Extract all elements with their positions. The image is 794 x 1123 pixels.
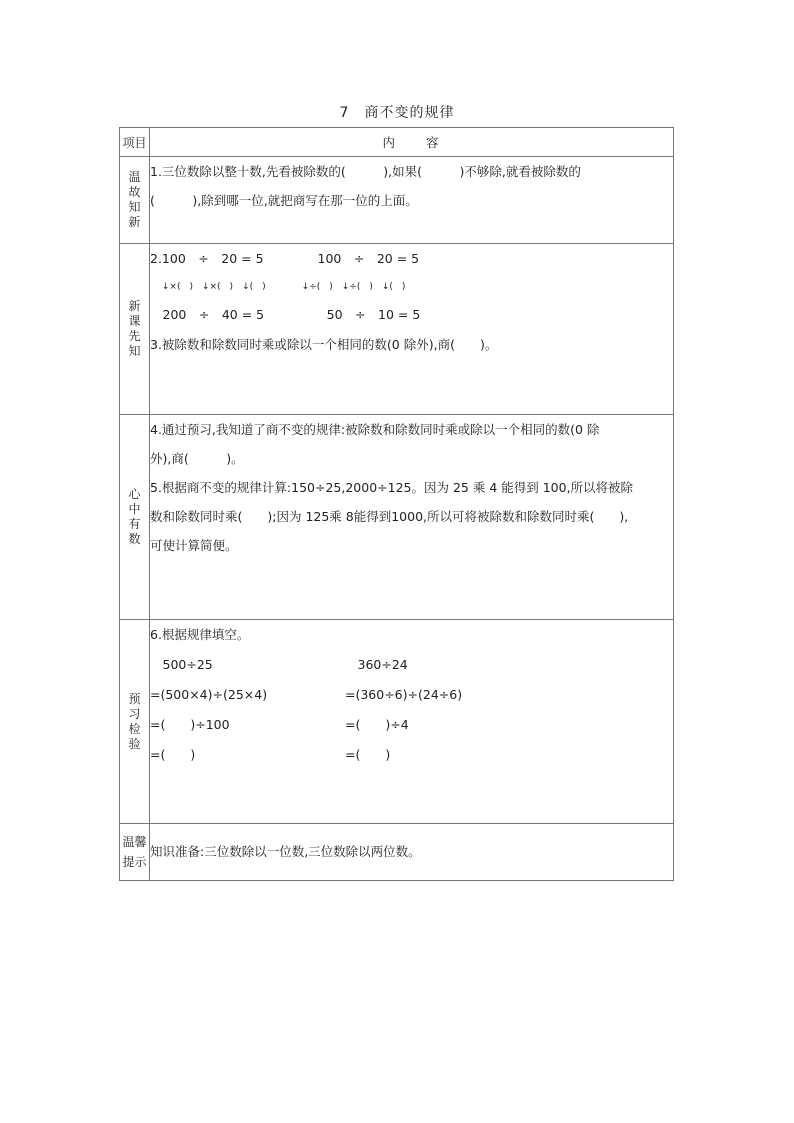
page-title: 7 商不变的规律 xyxy=(339,105,455,121)
table-row xyxy=(120,620,674,824)
row-label xyxy=(120,620,150,824)
calculation-columns xyxy=(150,650,673,770)
operation-arrows: ↓×( ) ↓×( ) ↓( ) ↓÷( ) ↓÷( ) ↓( ) xyxy=(150,282,406,292)
question-4-line-1: 4.通过预习,我知道了商不变的规律:被除数和除数同时乘或除以一个相同的数(0 除 xyxy=(150,422,600,437)
question-5-line-2: 数和除数同时乘( );因为 125乘 8能得到1000,所以可将被除数和除数同时乘( ), xyxy=(150,509,629,524)
row-label xyxy=(120,415,150,620)
equation-bottom: 200 ÷ 40 = 5 50 ÷ 10 = 5 xyxy=(150,307,421,322)
row-label-text: 预习检验 xyxy=(128,691,141,751)
table-row xyxy=(120,415,674,620)
lesson-table xyxy=(119,127,674,881)
calc-step: =( ) xyxy=(345,747,391,762)
question-3: 3.被除数和除数同时乘或除以一个相同的数(0 除外),商( )。 xyxy=(150,337,498,352)
row-label-text: 心中有数 xyxy=(128,487,141,546)
header-item-label: 项目 xyxy=(120,128,150,157)
tip-text: 知识准备:三位数除以一位数,三位数除以两位数。 xyxy=(150,844,421,859)
header-row xyxy=(120,128,674,157)
question-6-intro: 6.根据规律填空。 xyxy=(150,627,250,642)
question-4-line-2: 外),商( )。 xyxy=(150,451,244,466)
table-row xyxy=(120,157,674,244)
row-label-text: 温馨提示 xyxy=(122,835,147,869)
row-content xyxy=(150,824,674,881)
calc-step: =(500×4)÷(25×4) xyxy=(150,687,268,702)
equation-top: 2.100 ÷ 20 = 5 100 ÷ 20 = 5 xyxy=(150,251,420,266)
question-1-line-2: ( ),除到哪一位,就把商写在那一位的上面。 xyxy=(150,193,418,208)
row-label-text: 新课先知 xyxy=(128,299,141,358)
calc-step: 500÷25 xyxy=(150,657,213,672)
calc-step: 360÷24 xyxy=(345,657,408,672)
question-1-line-1: 1.三位数除以整十数,先看被除数的( ),如果( )不够除,就看被除数的 xyxy=(150,164,581,179)
question-5-line-1: 5.根据商不变的规律计算:150÷25,2000÷125。因为 25 乘 4 能得到 100,所以将被除 xyxy=(150,480,634,495)
header-content-label: 内 容 xyxy=(150,128,674,157)
row-content xyxy=(150,157,674,244)
row-content xyxy=(150,620,674,824)
row-content xyxy=(150,244,674,415)
left-calculation xyxy=(150,650,345,770)
table-row xyxy=(120,244,674,415)
right-calculation xyxy=(345,650,545,770)
calc-step: =( )÷100 xyxy=(150,717,230,732)
row-label xyxy=(120,824,150,881)
row-label-text: 温故知新 xyxy=(128,170,141,229)
question-5-line-3: 可使计算简便。 xyxy=(150,538,238,553)
calc-step: =( ) xyxy=(150,747,196,762)
row-content xyxy=(150,415,674,620)
row-label xyxy=(120,157,150,244)
calc-step: =(360÷6)÷(24÷6) xyxy=(345,687,463,702)
table-row xyxy=(120,824,674,881)
row-label xyxy=(120,244,150,415)
calc-step: =( )÷4 xyxy=(345,717,409,732)
